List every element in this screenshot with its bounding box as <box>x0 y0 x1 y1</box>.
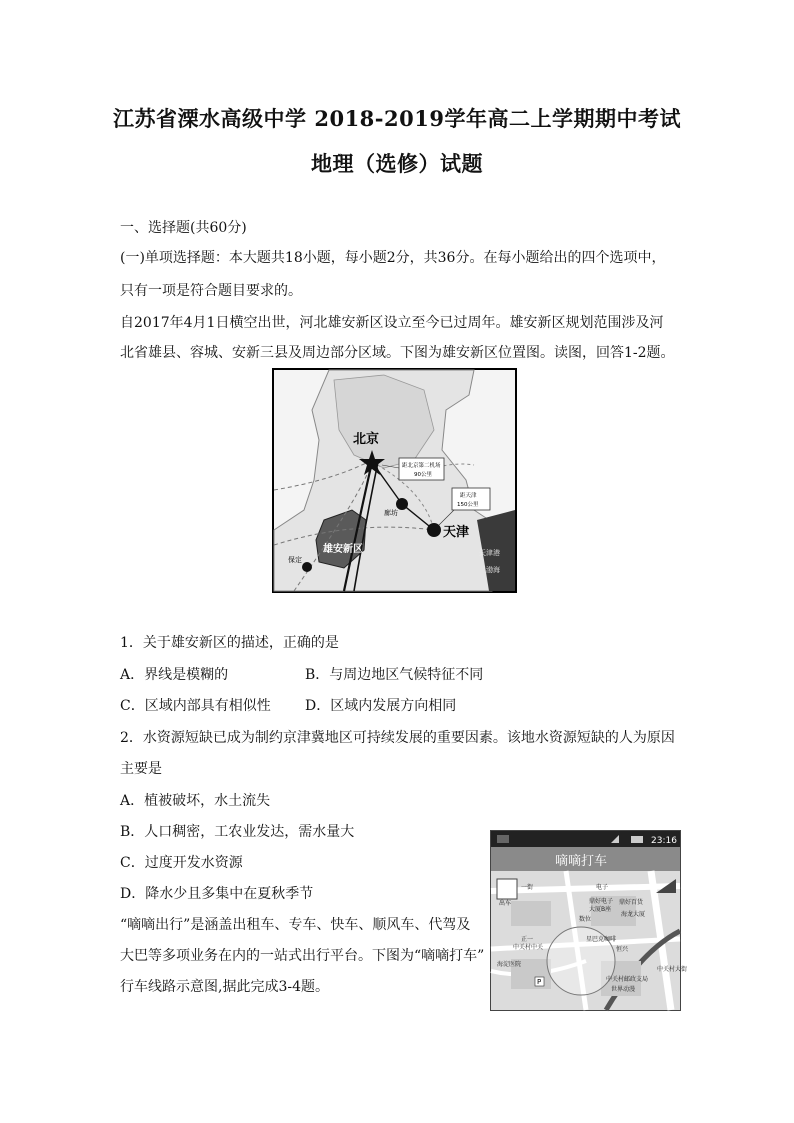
dinghao-label: 鼎好电子 <box>589 898 614 905</box>
question-2-option-a: A．植被破坏，水土流失 <box>120 793 271 809</box>
question-2-stem-line1: 2．水资源短缺已成为制约京津冀地区可持续发展的重要因素。该地水资源短缺的人为原因 <box>120 730 675 746</box>
xiongan-location-map <box>272 368 517 593</box>
zhongguancun-label: 中关村中关 <box>513 944 544 951</box>
question-2-option-d: D．降水少且多集中在夏秋季节 <box>120 886 314 902</box>
shuwei-label: 数位 <box>579 916 592 923</box>
airport-note-1: 距北京第二机场 <box>402 463 441 469</box>
question-1-option-a: A．界线是模糊的 <box>120 667 229 683</box>
didi-app-screenshot <box>490 830 688 1011</box>
didi-intro-line2: 大巴等多项业务在内的一站式出行平台。下图为“嘀嘀打车” <box>120 948 485 964</box>
status-time: 23:16 <box>651 836 677 846</box>
hengxin-label: 恒兴 <box>616 946 629 953</box>
tianjin-note-2: 150公里 <box>457 502 479 508</box>
question-1-option-d: D．区域内发展方向相同 <box>305 698 457 714</box>
question-2-stem-line2: 主要是 <box>120 761 162 777</box>
xiongan-map-svg <box>274 370 515 591</box>
zhengyi-label: 正一 <box>521 936 534 943</box>
langfang-label: 廊坊 <box>384 509 398 517</box>
dinghao-store-label: 鼎好百货 <box>619 899 644 906</box>
section-heading: 一、选择题(共60分) <box>120 220 247 236</box>
didi-app-svg <box>491 831 688 1010</box>
question-2-option-b: B．人口稠密，工农业发达，需水量大 <box>120 824 355 840</box>
section-instructions-line2: 只有一项是符合题目要求的。 <box>120 283 302 299</box>
paper-subtitle: 地理（选修）试题 <box>311 151 483 176</box>
intro-line2: 北省雄县、容城、安新三县及周边部分区域。下图为雄安新区位置图。读图，回答1-2题。 <box>120 345 675 361</box>
zgc-street-label: 中关村大街 <box>657 966 688 973</box>
tianjin-port-label: 天津港 <box>479 549 500 557</box>
airport-note-2: 90公里 <box>414 472 432 478</box>
baoding-label: 保定 <box>288 556 302 564</box>
taxi-label: 出车 <box>499 900 512 907</box>
question-1-stem: 1．关于雄安新区的描述，正确的是 <box>120 635 339 651</box>
paper-title: 江苏省溧水高级中学 2018-2019学年高二上学期期中考试 <box>113 106 681 131</box>
question-2-option-c: C．过度开发水资源 <box>120 855 243 871</box>
electronics-label: 电子 <box>596 884 609 891</box>
tianjin-label: 天津 <box>443 525 470 540</box>
intro-line1: 自2017年4月1日横空出世，河北雄安新区设立至今已过周年。雄安新区规划范围涉及河 <box>120 315 664 331</box>
question-1-option-b: B．与周边地区气候特征不同 <box>305 667 484 683</box>
section-instructions-line1: (一)单项选择题：本大题共18小题，每小题2分，共36分。在每小题给出的四个选项中， <box>120 250 666 266</box>
street-label: 一街 <box>521 884 534 891</box>
didi-intro-line3: 行车线路示意图,据此完成3-4题。 <box>120 979 329 995</box>
app-title: 嘀嘀打车 <box>555 854 608 869</box>
hospital-label: 海淀医院 <box>497 961 522 968</box>
hailong-label: 海龙大厦 <box>621 911 646 918</box>
post-office-label: 中关村邮政支局 <box>606 976 649 983</box>
starbucks-label: 星巴克咖啡 <box>586 936 617 943</box>
dinghao-b-label: 大厦B座 <box>589 906 612 913</box>
xiongan-label: 雄安新区 <box>323 544 363 555</box>
question-1-option-c: C．区域内部具有相似性 <box>120 698 271 714</box>
anime-label: 世界动漫 <box>611 986 636 993</box>
didi-intro-line1: “嘀嘀出行”是涵盖出租车、专车、快车、顺风车、代驾及 <box>120 917 471 933</box>
bohai-label: 渤海 <box>486 566 500 574</box>
parking-label: P <box>537 978 542 986</box>
beijing-label: 北京 <box>353 432 380 447</box>
tianjin-note-1: 距天津 <box>460 493 477 499</box>
